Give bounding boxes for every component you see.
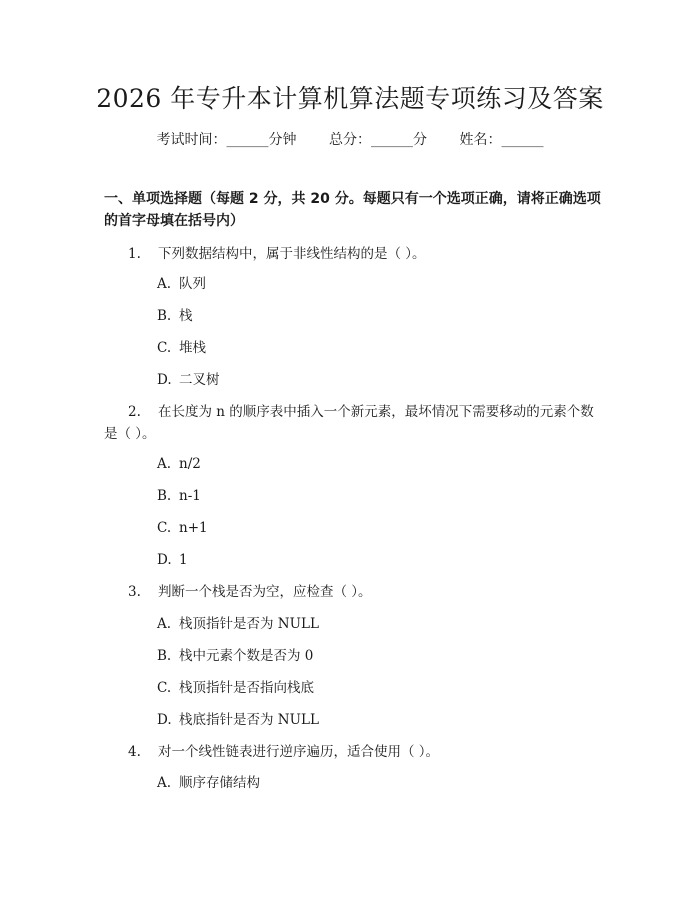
question-3 bbox=[104, 581, 604, 603]
option-letter: D. bbox=[157, 372, 172, 388]
option-letter: C. bbox=[157, 680, 172, 696]
option-letter: A. bbox=[157, 616, 172, 632]
option-letter: B. bbox=[157, 488, 172, 504]
student-name-field: 姓名：______ bbox=[459, 132, 544, 148]
question-number: 3. bbox=[128, 584, 141, 600]
question-1-option-d bbox=[157, 370, 220, 390]
question-2-option-d bbox=[157, 550, 188, 570]
question-4 bbox=[104, 741, 604, 763]
exam-info-line bbox=[0, 130, 700, 150]
option-text: 栈中元素个数是否为 0 bbox=[179, 648, 314, 664]
question-3-option-d bbox=[157, 710, 319, 730]
option-text: 堆栈 bbox=[179, 340, 206, 356]
option-letter: A. bbox=[157, 276, 172, 292]
option-letter: C. bbox=[157, 340, 172, 356]
question-number: 4. bbox=[128, 744, 141, 760]
option-text: 栈 bbox=[179, 308, 193, 324]
question-4-option-a bbox=[157, 773, 260, 793]
option-text: 队列 bbox=[179, 276, 206, 292]
option-letter: A. bbox=[157, 775, 172, 791]
option-letter: B. bbox=[157, 308, 172, 324]
question-1 bbox=[104, 243, 604, 265]
question-text: 对一个线性链表进行逆序遍历，适合使用（ ）。 bbox=[158, 744, 440, 760]
option-letter: D. bbox=[157, 712, 172, 728]
question-1-option-c bbox=[157, 338, 206, 358]
option-letter: D. bbox=[157, 552, 172, 568]
question-number: 2. bbox=[128, 404, 141, 420]
option-letter: C. bbox=[157, 520, 172, 536]
option-text: n-1 bbox=[179, 488, 201, 504]
option-text: 栈顶指针是否为 NULL bbox=[179, 616, 319, 632]
option-text: n/2 bbox=[179, 456, 201, 472]
option-text: 1 bbox=[179, 552, 188, 568]
question-1-option-b bbox=[157, 306, 193, 326]
question-2-option-a bbox=[157, 454, 201, 474]
question-text: 下列数据结构中，属于非线性结构的是（ ）。 bbox=[158, 246, 426, 262]
question-number: 1. bbox=[128, 246, 141, 262]
option-text: 栈底指针是否为 NULL bbox=[179, 712, 319, 728]
question-text: 判断一个栈是否为空，应检查（ ）。 bbox=[158, 584, 372, 600]
question-2-option-b bbox=[157, 486, 201, 506]
question-3-option-c bbox=[157, 678, 314, 698]
option-text: n+1 bbox=[179, 520, 208, 536]
option-letter: A. bbox=[157, 456, 172, 472]
question-2 bbox=[104, 401, 604, 445]
question-text: 在长度为 n 的顺序表中插入一个新元素，最坏情况下需要移动的元素个数是（ ）。 bbox=[104, 404, 594, 442]
total-score-field: 总分：______分 bbox=[329, 132, 427, 148]
question-3-option-a bbox=[157, 614, 319, 634]
option-text: 栈顶指针是否指向栈底 bbox=[179, 680, 314, 696]
exam-time-field: 考试时间：______分钟 bbox=[156, 132, 297, 148]
document-title: 2026 年专升本计算机算法题专项练习及答案 bbox=[96, 84, 604, 113]
question-2-option-c bbox=[157, 518, 208, 538]
option-text: 二叉树 bbox=[179, 372, 220, 388]
option-text: 顺序存储结构 bbox=[179, 775, 260, 791]
section-heading-single-choice: 一、单项选择题（每题 2 分，共 20 分。每题只有一个选项正确，请将正确选项的首字母填在括号内） bbox=[104, 191, 601, 229]
option-letter: B. bbox=[157, 648, 172, 664]
question-3-option-b bbox=[157, 646, 313, 666]
question-1-option-a bbox=[157, 274, 206, 294]
